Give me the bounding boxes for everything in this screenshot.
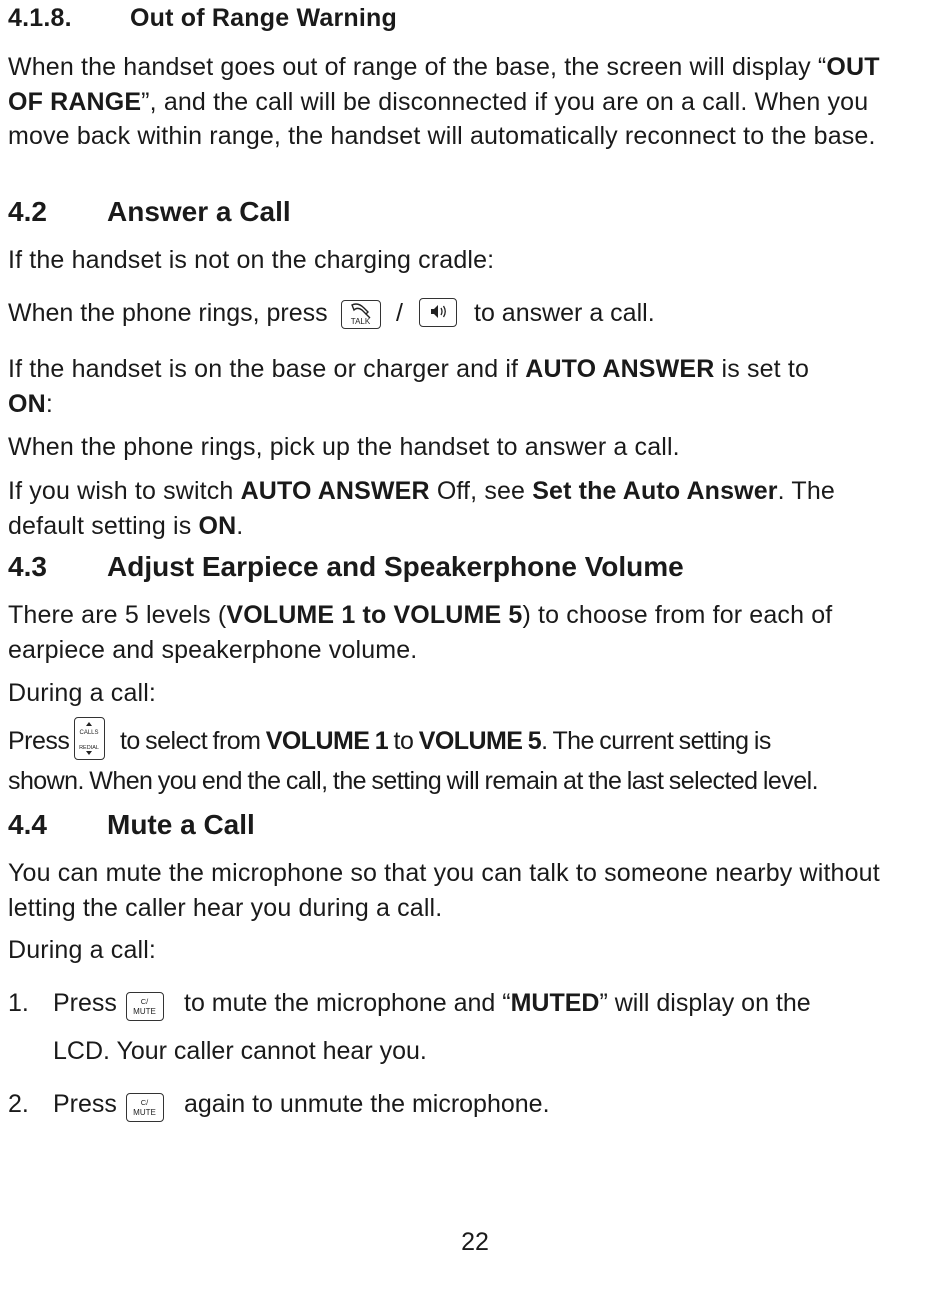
up-down-arrow-icon <box>75 718 103 758</box>
mute-key-top: C/ <box>140 997 149 1006</box>
section-42-p2-post: to answer a call. <box>474 299 655 327</box>
section-43-p3-line2: shown. When you end the call, the setting will remain at the last selected level. <box>8 767 818 795</box>
step-2-pre: Press <box>53 1090 117 1118</box>
step-2-number: 2. <box>8 1090 29 1118</box>
talk-phone-icon <box>342 301 379 327</box>
section-42-p3: If the handset is on the base or charger and if AUTO ANSWER is set to ON: <box>8 355 809 418</box>
calls-redial-key <box>74 717 105 760</box>
section-44-heading <box>8 809 255 841</box>
section-title: Answer a Call <box>107 196 291 227</box>
section-43-p1: There are 5 levels (VOLUME 1 to VOLUME 5) to choose from for each of earpiece and speakerphone volume. <box>8 601 833 664</box>
mute-key <box>126 1093 164 1122</box>
calls-label: CALLS <box>79 730 99 736</box>
mute-key-bottom: MUTE <box>133 1007 156 1016</box>
section-418-heading <box>8 4 397 33</box>
mute-key-top: C/ <box>140 1098 149 1107</box>
mute-key-icon <box>127 1094 162 1120</box>
section-number: 4.3 <box>8 551 47 582</box>
step-1-pre: Press <box>53 989 117 1017</box>
section-43-heading <box>8 551 684 583</box>
step-1-text: to mute the microphone and “MUTED” will display on the <box>184 989 811 1017</box>
speakerphone-key <box>419 298 457 327</box>
section-42-p5: If you wish to switch AUTO ANSWER Off, see Set the Auto Answer. The default setting is ON. <box>8 477 835 540</box>
section-title: Mute a Call <box>107 809 255 840</box>
mute-key-icon <box>127 993 162 1019</box>
page-number: 22 <box>461 1228 489 1256</box>
section-43-p2: During a call: <box>8 679 156 707</box>
section-title: Out of Range Warning <box>130 4 397 32</box>
step-1-line2: LCD. Your caller cannot hear you. <box>53 1037 427 1065</box>
talk-key <box>341 300 381 329</box>
step-2-post: again to unmute the microphone. <box>184 1090 550 1118</box>
step-1-number: 1. <box>8 989 29 1017</box>
section-42-p2-sep: / <box>396 299 403 327</box>
mute-key <box>126 992 164 1021</box>
section-44-p2: During a call: <box>8 936 156 964</box>
section-43-p3-text: to select from VOLUME 1 to VOLUME 5. The current setting is <box>120 727 771 755</box>
section-418-paragraph: When the handset goes out of range of the base, the screen will display “OUT OF RANGE”, and the call will be disconnected if you are on a call. When you move back within range, the handset will automatically reconnect to the base. <box>8 53 880 150</box>
redial-label: REDIAL <box>79 745 99 751</box>
section-number: 4.2 <box>8 196 47 227</box>
talk-key-label: TALK <box>350 317 371 326</box>
mute-key-bottom: MUTE <box>133 1108 156 1117</box>
section-42-p4: When the phone rings, pick up the handset to answer a call. <box>8 433 680 461</box>
speaker-icon <box>420 299 455 325</box>
section-number: 4.1.8. <box>8 4 72 32</box>
section-42-p1: If the handset is not on the charging cradle: <box>8 246 495 274</box>
section-number: 4.4 <box>8 809 47 840</box>
section-43-p3-pre: Press <box>8 727 70 755</box>
section-42-p2-pre: When the phone rings, press <box>8 299 328 327</box>
section-44-p1: You can mute the microphone so that you can talk to someone nearby without letting the caller hear you during a call. <box>8 859 880 922</box>
section-title: Adjust Earpiece and Speakerphone Volume <box>107 551 684 582</box>
section-42-heading <box>8 196 291 228</box>
